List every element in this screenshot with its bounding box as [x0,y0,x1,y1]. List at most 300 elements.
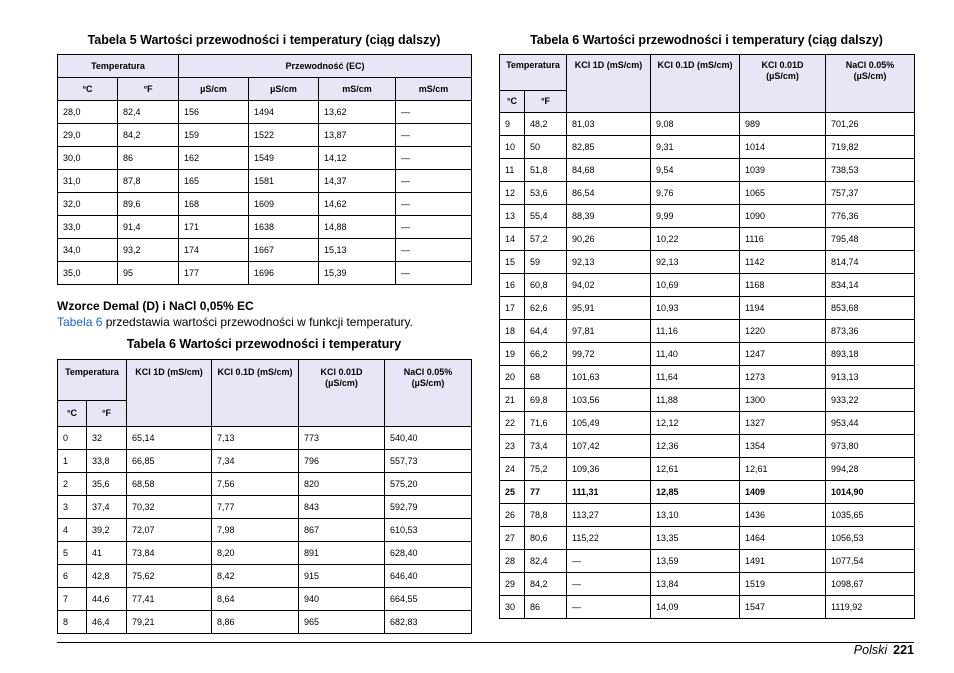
table-cell: 107,42 [567,435,651,458]
table-cell: 39,2 [87,519,127,542]
table-cell: 79,21 [127,611,212,634]
table-cell: 12,12 [651,412,740,435]
table-cell: 174 [179,239,249,262]
table-cell: 18 [500,320,525,343]
header-kcl-1d: KCl 1D (mS/cm) [567,55,651,113]
table-cell: 853,68 [826,297,915,320]
table-cell: 8,42 [212,565,299,588]
table-cell: 82,4 [118,101,179,124]
table5-unit-header: mS/cm [319,78,396,101]
table-cell: 814,74 [826,251,915,274]
table-cell: 8 [58,611,87,634]
table-cell: 13,35 [651,527,740,550]
table-cell: 10 [500,136,525,159]
header-kcl-001d: KCl 0.01D (µS/cm) [299,360,385,427]
table-cell: 37,4 [87,496,127,519]
table-cell: 86 [525,596,567,619]
table-cell: 773 [299,427,385,450]
header-kcl-01d: KCl 0.1D (mS/cm) [212,360,299,427]
table-cell: 973,80 [826,435,915,458]
section-title: Wzorce Demal (D) i NaCl 0,05% EC [57,299,254,313]
table-row [58,542,472,565]
table-cell: 34,0 [58,239,118,262]
table-row [58,565,472,588]
table-cell: 80,6 [525,527,567,550]
table-row [58,519,472,542]
table-cell: 1116 [740,228,826,251]
table-cell: 14,88 [319,216,396,239]
table-cell: 22 [500,412,525,435]
table-row [58,170,472,193]
table5-group-header-ec: Przewodność (EC) [179,55,472,78]
table-cell: 14,09 [651,596,740,619]
table-cell: 1464 [740,527,826,550]
table-cell: 12 [500,182,525,205]
table-cell: 35,0 [58,262,118,285]
table-cell: 24 [500,458,525,481]
table-cell: 11 [500,159,525,182]
table-cell: 97,81 [567,320,651,343]
table-cell: 111,31 [567,481,651,504]
table-cell: 14,37 [319,170,396,193]
table-cell: 1194 [740,297,826,320]
table-row [58,473,472,496]
table-cell: 20 [500,366,525,389]
table-cell: 17 [500,297,525,320]
table-cell: 90,26 [567,228,651,251]
table-cell: 26 [500,504,525,527]
table-cell: 109,36 [567,458,651,481]
table-cell: 1090 [740,205,826,228]
table-cell: 1014,90 [826,481,915,504]
table-cell: 9,76 [651,182,740,205]
table-cell: 1354 [740,435,826,458]
table-cell: — [396,239,472,262]
footer-rule [57,642,914,643]
table-cell: 82,85 [567,136,651,159]
table-cell: 168 [179,193,249,216]
table-cell: — [396,170,472,193]
table-cell: 1119,92 [826,596,915,619]
table-cell: 66,85 [127,450,212,473]
table-row [58,101,472,124]
header-celsius: °C [500,91,525,113]
table-cell: 8,64 [212,588,299,611]
table-cell: 19 [500,343,525,366]
table-row [500,481,915,504]
table-row [500,343,915,366]
table5-unit-header: µS/cm [249,78,319,101]
table-cell: 11,16 [651,320,740,343]
table-cell: 21 [500,389,525,412]
table5-unit-header: mS/cm [396,78,472,101]
table-cell: 159 [179,124,249,147]
table-cell: 1056,53 [826,527,915,550]
table-cell: 42,8 [87,565,127,588]
table-cell: 31,0 [58,170,118,193]
table-cell: 105,49 [567,412,651,435]
table-cell: 35,6 [87,473,127,496]
table-cell: 81,03 [567,113,651,136]
table-cell: 72,07 [127,519,212,542]
table-cell: 41 [87,542,127,565]
table-cell: 701,26 [826,113,915,136]
table-cell: 66,2 [525,343,567,366]
table-cell: 646,40 [385,565,472,588]
table-row [58,147,472,170]
table-cell: 78,8 [525,504,567,527]
table-row [500,573,915,596]
footer-language: Polski [853,643,888,657]
table-cell: 14 [500,228,525,251]
table-row [500,274,915,297]
table-cell: 1522 [249,124,319,147]
table-cell: 1273 [740,366,826,389]
table-cell: 28,0 [58,101,118,124]
table-cell: 14,12 [319,147,396,170]
table-cell: 65,14 [127,427,212,450]
table-cell: 1098,67 [826,573,915,596]
table6-caption: Tabela 6 Wartości przewodności i temperatury [126,337,402,351]
section-body-text: przedstawia wartości przewodności w funkcji temperatury. [102,315,413,329]
table-cell: 113,27 [567,504,651,527]
table-cell: 75,2 [525,458,567,481]
table-cell: 77,41 [127,588,212,611]
table-cell: — [567,596,651,619]
table-cell: 44,6 [87,588,127,611]
table-cell: 55,4 [525,205,567,228]
table-cell: 99,72 [567,343,651,366]
table-cell: 101,63 [567,366,651,389]
table-cell: 28 [500,550,525,573]
table-cell: 7,56 [212,473,299,496]
table-cell: 46,4 [87,611,127,634]
table-cell: 95 [118,262,179,285]
table-cell: 27 [500,527,525,550]
table-cell: 989 [740,113,826,136]
table5-group-header-temp: Temperatura [58,55,179,78]
table-row [500,159,915,182]
table-cell: 12,61 [740,458,826,481]
table-cell: 10,22 [651,228,740,251]
table-cell: 10,69 [651,274,740,297]
table-cell: 50 [525,136,567,159]
table-cell: 84,68 [567,159,651,182]
table-cell: 738,53 [826,159,915,182]
table-cell: 177 [179,262,249,285]
table-cell: 13,62 [319,101,396,124]
table-row [500,297,915,320]
table-cell: 12,61 [651,458,740,481]
table-row [500,458,915,481]
table-cell: 77 [525,481,567,504]
table-cell: 115,22 [567,527,651,550]
table-cell: 12,36 [651,435,740,458]
table-cell: 3 [58,496,87,519]
table5-unit-header: °C [58,78,118,101]
header-fahrenheit: °F [87,401,127,427]
table-cell: 1667 [249,239,319,262]
header-celsius: °C [58,401,87,427]
table-row [500,251,915,274]
table-row [500,527,915,550]
table-row [58,496,472,519]
table-row [500,412,915,435]
table-cell: 940 [299,588,385,611]
table-cell: 93,2 [118,239,179,262]
table-cell: 64,4 [525,320,567,343]
table-cell: 1494 [249,101,319,124]
table-cell: 1014 [740,136,826,159]
header-nacl: NaCl 0.05% (µS/cm) [826,55,915,113]
table-cell: 834,14 [826,274,915,297]
table-cell: 820 [299,473,385,496]
table-cell: 53,6 [525,182,567,205]
table-cell: 171 [179,216,249,239]
table-cell: 7,77 [212,496,299,519]
table-cell: 9,31 [651,136,740,159]
table-cell: 13,84 [651,573,740,596]
table-cell: 1409 [740,481,826,504]
table-cell: 68,58 [127,473,212,496]
table-cell: — [396,216,472,239]
table-cell: 92,13 [651,251,740,274]
table-row [500,435,915,458]
table-cell: 965 [299,611,385,634]
table-row [500,228,915,251]
table-cell: 88,39 [567,205,651,228]
table-cell: 86,54 [567,182,651,205]
table-cell: — [396,193,472,216]
table-cell: 628,40 [385,542,472,565]
table-cell: 1168 [740,274,826,297]
table-cell: 95,91 [567,297,651,320]
table-cell: — [396,101,472,124]
table-cell: 7,34 [212,450,299,473]
table-cell: 84,2 [118,124,179,147]
table-cell: 682,83 [385,611,472,634]
table-cell: 1549 [249,147,319,170]
table-cell: 33,8 [87,450,127,473]
table-cell: 9,54 [651,159,740,182]
table-row [500,596,915,619]
table-cell: 9,99 [651,205,740,228]
header-temperature: Temperatura [58,360,127,401]
table-cell: 92,13 [567,251,651,274]
table-cell: 1519 [740,573,826,596]
table-row [58,611,472,634]
table-cell: 69,8 [525,389,567,412]
table-cell: 1696 [249,262,319,285]
table-cell: 9 [500,113,525,136]
table-cell: 13,59 [651,550,740,573]
table6-part2 [499,54,915,619]
table-cell: 25 [500,481,525,504]
table-cell: 1491 [740,550,826,573]
table-cell: 12,85 [651,481,740,504]
table-cell: 592,79 [385,496,472,519]
page-footer [854,643,914,657]
table-row [58,588,472,611]
table-cell: 86 [118,147,179,170]
table5-unit-header: µS/cm [179,78,249,101]
table-cell: 867 [299,519,385,542]
header-kcl-1d: KCl 1D (mS/cm) [127,360,212,427]
table-cell: 1220 [740,320,826,343]
table-cell: 1065 [740,182,826,205]
table-cell: 162 [179,147,249,170]
table-cell: 1638 [249,216,319,239]
header-kcl-001d: KCl 0.01D (µS/cm) [740,55,826,113]
table-cell: 1 [58,450,87,473]
table-cell: 57,2 [525,228,567,251]
table-cell: — [567,573,651,596]
table-cell: 1300 [740,389,826,412]
table-cell: 1436 [740,504,826,527]
header-kcl-01d: KCl 0.1D (mS/cm) [651,55,740,113]
table-cell: 933,22 [826,389,915,412]
table-cell: 103,56 [567,389,651,412]
section-text [57,314,471,330]
table-cell: 557,73 [385,450,472,473]
table5-unit-header: °F [118,78,179,101]
table-cell: 4 [58,519,87,542]
table-cell: 9,08 [651,113,740,136]
table-row [500,182,915,205]
header-nacl: NaCl 0.05% (µS/cm) [385,360,472,427]
page-number: 221 [893,643,914,657]
table-row [500,366,915,389]
table-cell: 1142 [740,251,826,274]
table-cell: 795,48 [826,228,915,251]
table-cell: 776,36 [826,205,915,228]
table5-caption: Tabela 5 Wartości przewodności i temperatury (ciąg dalszy) [87,33,441,47]
table-cell: 13,10 [651,504,740,527]
table-cell: 87,8 [118,170,179,193]
table-cell: 843 [299,496,385,519]
table-cell: 70,32 [127,496,212,519]
table-cell: 1327 [740,412,826,435]
table-cell: 8,86 [212,611,299,634]
table-cell: 1547 [740,596,826,619]
table-cell: 8,20 [212,542,299,565]
table-cell: 29 [500,573,525,596]
table-cell: 84,2 [525,573,567,596]
table-cell: 68 [525,366,567,389]
table-cell: 73,84 [127,542,212,565]
table-cell: 33,0 [58,216,118,239]
table-row [500,113,915,136]
table-row [500,389,915,412]
table-cell: 15,39 [319,262,396,285]
table-cell: 893,18 [826,343,915,366]
table-cell: 16 [500,274,525,297]
table-cell: 165 [179,170,249,193]
table-cell: 89,6 [118,193,179,216]
table-cell: 48,2 [525,113,567,136]
table-cell: 994,28 [826,458,915,481]
table-cell: 75,62 [127,565,212,588]
table-cell: 23 [500,435,525,458]
table-cell: 796 [299,450,385,473]
table-cell: 156 [179,101,249,124]
table-cell: 15 [500,251,525,274]
table-cell: 1035,65 [826,504,915,527]
table-cell: 51,8 [525,159,567,182]
table-row [500,136,915,159]
table-cell: 1609 [249,193,319,216]
table-cell: 13,87 [319,124,396,147]
table-cell: — [396,262,472,285]
table-cell: 953,44 [826,412,915,435]
table-cell: 0 [58,427,87,450]
table-cell: 1077,54 [826,550,915,573]
table-cell: 610,53 [385,519,472,542]
table-cell: 7,13 [212,427,299,450]
table-cell: 915 [299,565,385,588]
table-cell: — [396,147,472,170]
table-cell: — [396,124,472,147]
left-column [57,32,471,634]
table-row [58,193,472,216]
table-cell: 1039 [740,159,826,182]
table-cell: 71,6 [525,412,567,435]
table-cell: 11,88 [651,389,740,412]
table-row [58,124,472,147]
table-cell: 1581 [249,170,319,193]
table-cell: 575,20 [385,473,472,496]
table-cell: 15,13 [319,239,396,262]
table6-link[interactable]: Tabela 6 [57,315,103,329]
table5 [57,54,472,285]
table-cell: — [567,550,651,573]
table-row [500,550,915,573]
table-cell: 62,6 [525,297,567,320]
table-cell: 60,8 [525,274,567,297]
table-cell: 7,98 [212,519,299,542]
table-row [500,320,915,343]
table-row [500,205,915,228]
table-cell: 14,62 [319,193,396,216]
table-cell: 873,36 [826,320,915,343]
table-cell: 10,93 [651,297,740,320]
table-cell: 6 [58,565,87,588]
table-row [500,504,915,527]
table-cell: 13 [500,205,525,228]
table-cell: 94,02 [567,274,651,297]
table-row [58,262,472,285]
table-cell: 30,0 [58,147,118,170]
table-cell: 1247 [740,343,826,366]
table-cell: 32,0 [58,193,118,216]
table-row [58,239,472,262]
table-row [58,216,472,239]
table-cell: 73,4 [525,435,567,458]
right-column [499,32,914,619]
table-cell: 7 [58,588,87,611]
table6-continued-caption: Tabela 6 Wartości przewodności i temperatury (ciąg dalszy) [530,33,883,47]
table-cell: 891 [299,542,385,565]
table-cell: 91,4 [118,216,179,239]
table-cell: 719,82 [826,136,915,159]
header-fahrenheit: °F [525,91,567,113]
table-cell: 664,55 [385,588,472,611]
table-cell: 82,4 [525,550,567,573]
table6-part1 [57,359,472,634]
table-cell: 32 [87,427,127,450]
table-cell: 540,40 [385,427,472,450]
table-row [58,450,472,473]
